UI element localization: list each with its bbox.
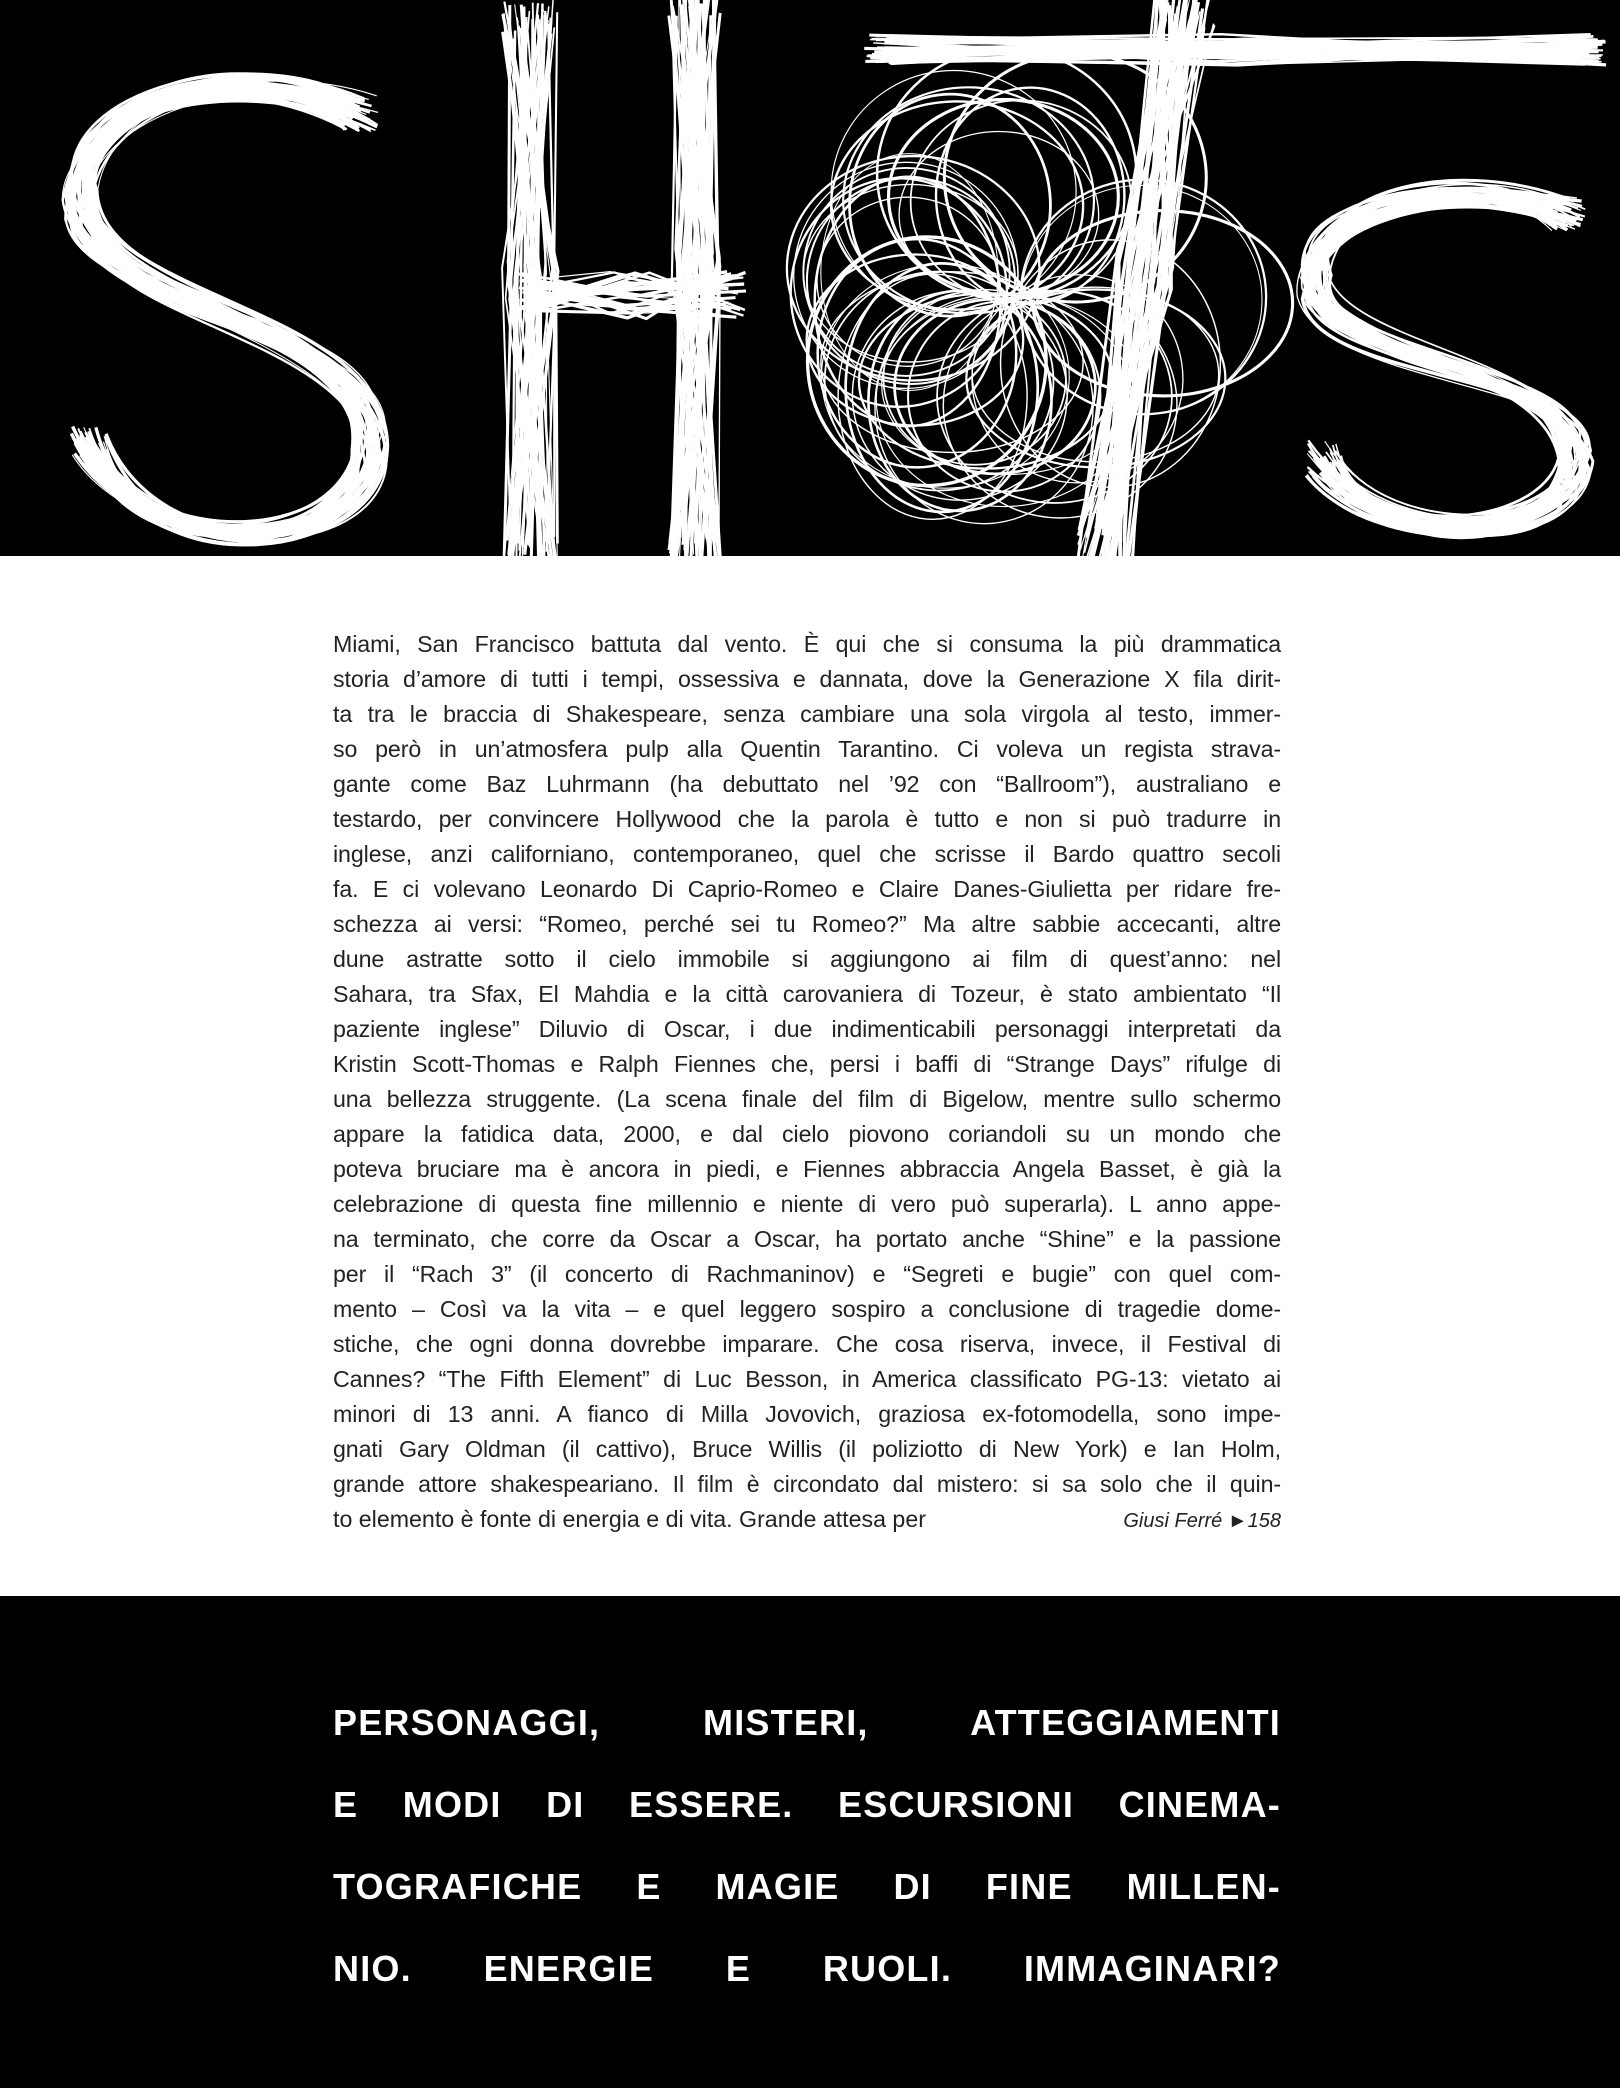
article-line: una bellezza struggente. (La scena finale del film di Bigelow, mentre sullo schermo [333, 1086, 1281, 1112]
article-line: Sahara, tra Sfax, El Mahdia e la città carovaniera di Tozeur, è stato ambientato “Il [333, 981, 1281, 1007]
article-last-line [333, 1502, 1281, 1539]
deck-line: PERSONAGGI, MISTERI, ATTEGGIAMENTI [333, 1702, 1281, 1743]
deck-line: NIO. ENERGIE E RUOLI. IMMAGINARI? [333, 1948, 1281, 1989]
article-line: ta tra le braccia di Shakespeare, senza cambiare una sola virgola al testo, immer- [333, 701, 1281, 727]
article-line: paziente inglese” Diluvio di Oscar, i due indimenticabili personaggi interpretati da [333, 1016, 1281, 1042]
article-line: poteva bruciare ma è ancora in piedi, e Fiennes abbraccia Angela Basset, è già la [333, 1156, 1281, 1182]
article-line: to elemento è fonte di energia e di vita. Grande attesa per [333, 1506, 926, 1532]
article-line: Cannes? “The Fifth Element” di Luc Besson, in America classificato PG-13: vietato ai [333, 1366, 1281, 1392]
article-line: inglese, anzi californiano, contemporaneo, quel che scrisse il Bardo quattro secoli [333, 841, 1281, 867]
article-line: mento – Così va la vita – e quel leggero sospiro a conclusione di tragedie dome- [333, 1296, 1281, 1322]
article-line: stiche, che ogni donna dovrebbe imparare. Che cosa riserva, invece, il Festival di [333, 1331, 1281, 1357]
article-line: fa. E ci volevano Leonardo Di Caprio-Romeo e Claire Danes-Giulietta per ridare fre- [333, 876, 1281, 902]
deck-band [0, 1596, 1620, 2088]
article-line: Kristin Scott-Thomas e Ralph Fiennes che, persi i baffi di “Strange Days” rifulge di [333, 1051, 1281, 1077]
byline: Giusi Ferré ►158 [1123, 1510, 1281, 1532]
shots-scribble-lettering [0, 0, 1620, 556]
article-line: Miami, San Francisco battuta dal vento. È qui che si consuma la più drammatica [333, 631, 1281, 657]
article-body [333, 627, 1281, 1539]
article-line: schezza ai versi: “Romeo, perché sei tu Romeo?” Ma altre sabbie accecanti, altre [333, 911, 1281, 937]
deck-line: TOGRAFICHE E MAGIE DI FINE MILLEN- [333, 1866, 1281, 1907]
article-line: dune astratte sotto il cielo immobile si aggiungono ai film di quest’anno: nel [333, 946, 1281, 972]
article-line: appare la fatidica data, 2000, e dal cielo piovono coriandoli su un mondo che [333, 1121, 1281, 1147]
article-line: testardo, per convincere Hollywood che la parola è tutto e non si può tradurre in [333, 806, 1281, 832]
deck-text [333, 1682, 1281, 2010]
deck-line: E MODI DI ESSERE. ESCURSIONI CINEMA- [333, 1784, 1281, 1825]
article-line: per il “Rach 3” (il concerto di Rachmaninov) e “Segreti e bugie” con quel com- [333, 1261, 1281, 1287]
article-line: so però in un’atmosfera pulp alla Quentin Tarantino. Ci voleva un regista strava- [333, 736, 1281, 762]
article-line: celebrazione di questa fine millennio e niente di vero può superarla). L anno appe- [333, 1191, 1281, 1217]
article-line: storia d’amore di tutti i tempi, ossessiva e dannata, dove la Generazione X fila dirit- [333, 666, 1281, 692]
article-line: grande attore shakespeariano. Il film è circondato dal mistero: si sa solo che il quin- [333, 1471, 1281, 1497]
article-line: na terminato, che corre da Oscar a Oscar, ha portato anche “Shine” e la passione [333, 1226, 1281, 1252]
article-line: gante come Baz Luhrmann (ha debuttato nel ’92 con “Ballroom”), australiano e [333, 771, 1281, 797]
header-title-graphic [0, 0, 1620, 556]
article-line: minori di 13 anni. A fianco di Milla Jovovich, graziosa ex-fotomodella, sono impe- [333, 1401, 1281, 1427]
article-line: gnati Gary Oldman (il cattivo), Bruce Willis (il poliziotto di New York) e Ian Holm, [333, 1436, 1281, 1462]
